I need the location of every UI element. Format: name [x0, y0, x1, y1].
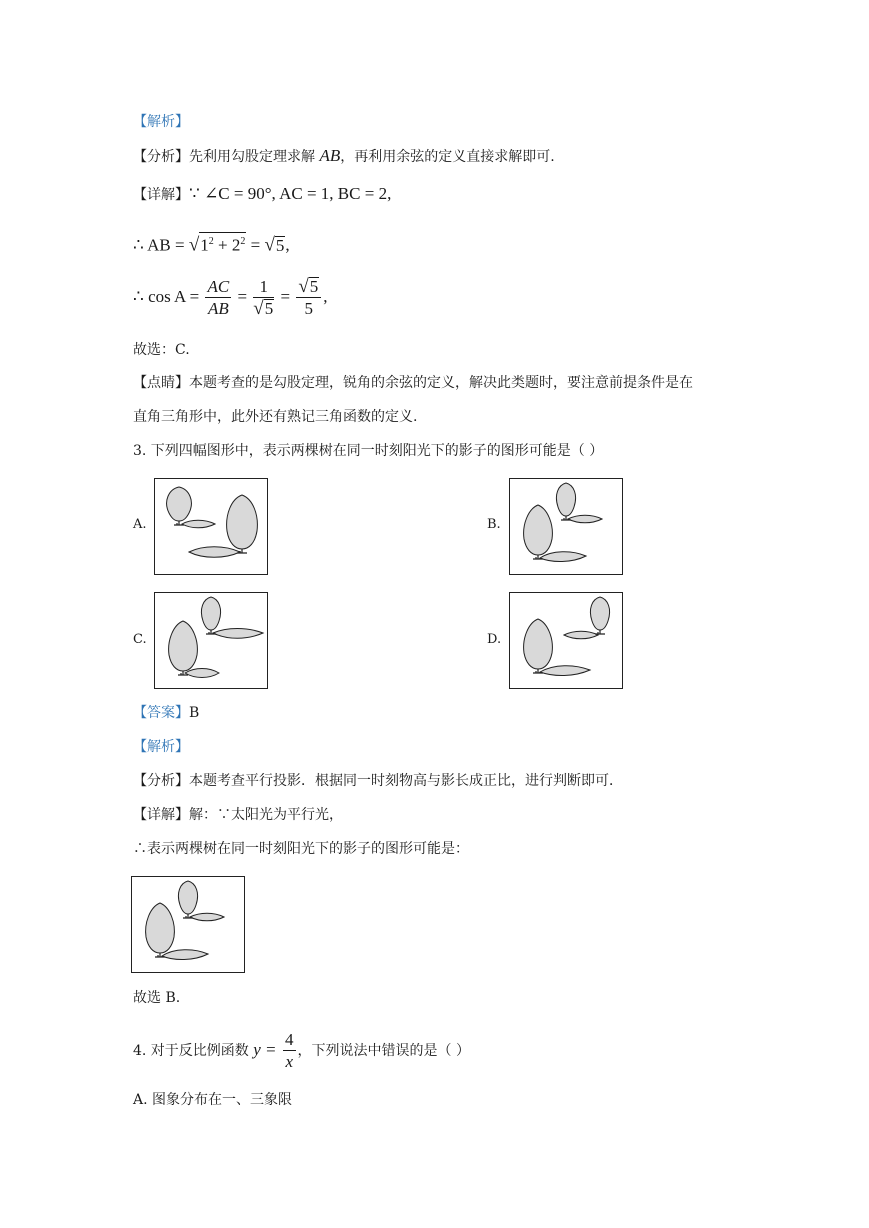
comment-line-2: 直角三角形中，此外还有熟记三角函数的定义.	[133, 409, 418, 425]
given-conditions: ∵ ∠C = 90°, AC = 1, BC = 2,	[189, 184, 392, 203]
cos-frac-3: $\frac{√5}{5}$	[296, 277, 321, 320]
answer-figure	[131, 876, 245, 973]
option-c-label: C.	[133, 632, 147, 647]
detail-line	[133, 184, 391, 205]
option-c-figure	[154, 592, 268, 689]
q4-option-a: A. 图象分布在一、三象限	[133, 1092, 293, 1108]
trees-figure-c	[155, 593, 267, 688]
q3-conclusion: ∴表示两棵树在同一时刻阳光下的影子的图形可能是：	[133, 841, 469, 857]
q3-choice: 故选 B.	[133, 990, 181, 1006]
cos-comma: ,	[323, 287, 328, 306]
q4-stem	[133, 1028, 470, 1073]
q3-analysis-text: 本题考查平行投影．根据同一时刻物高与影长成正比，进行判断即可．	[189, 773, 623, 789]
analysis-line	[133, 146, 555, 167]
analysis-tag: 【分析】	[133, 149, 189, 165]
q3-answer-line	[133, 703, 199, 723]
cos-frac-2: $\frac{1}{√5}$	[253, 276, 274, 319]
trees-figure-a	[155, 479, 267, 574]
comment-line-1	[133, 373, 693, 393]
comment-text-1: 本题考查的是勾股定理，锐角的余弦的定义，解决此类题时，要注意前提条件是在	[189, 375, 693, 391]
q3-detail-text: 解：∵太阳光为平行光，	[189, 807, 343, 823]
ab-comma: ,	[285, 235, 290, 255]
ab-radicand	[199, 232, 246, 255]
cos-lhs: ∴ cos A =	[133, 287, 200, 306]
ab-equation	[133, 232, 290, 256]
q3-analysis-heading: 【解析】	[133, 739, 189, 755]
option-b-figure	[509, 478, 623, 575]
q3-detail-line	[133, 805, 343, 825]
answer-tag: 【答案】	[133, 705, 189, 721]
ab-term1: 1	[200, 235, 209, 255]
cos-eq-2: =	[280, 287, 291, 306]
detail-tag: 【详解】	[133, 187, 189, 203]
q3-stem: 3. 下列四幅图形中，表示两棵树在同一时刻阳光下的影子的图形可能是（ ）	[133, 443, 604, 459]
option-a-figure	[154, 478, 268, 575]
q3-detail-tag: 【详解】	[133, 807, 189, 823]
analysis-text-2: ，再利用余弦的定义直接求解即可.	[340, 149, 555, 165]
ab-exp1: 2	[208, 236, 214, 247]
trees-figure-b	[510, 479, 622, 574]
cos-equation	[133, 275, 328, 320]
radical-sign: √	[264, 234, 275, 256]
analysis-text: 先利用勾股定理求解	[189, 149, 315, 165]
answer-value: B	[189, 705, 200, 721]
choice-c: 故选：C.	[133, 342, 190, 358]
option-d-figure	[509, 592, 623, 689]
ab-result: 5	[275, 235, 285, 255]
q4-func-lhs: y =	[253, 1040, 277, 1059]
q3-analysis-line	[133, 771, 623, 791]
comment-tag: 【点睛】	[133, 375, 189, 391]
cos-frac-1: $\frac{AC}{AB}$	[207, 276, 230, 318]
option-d-label: D.	[487, 632, 502, 647]
q4-stem-a: 4. 对于反比例函数	[133, 1043, 249, 1059]
q3-analysis-tag: 【分析】	[133, 773, 189, 789]
analysis-heading: 【解析】	[133, 114, 189, 130]
ab-term2: + 2	[218, 235, 241, 255]
ab-equals: =	[250, 235, 261, 255]
ab-lhs: ∴ AB =	[133, 235, 185, 255]
trees-figure-d	[510, 593, 622, 688]
analysis-var: AB	[319, 146, 341, 165]
cos-eq-1: =	[237, 287, 248, 306]
option-b-label: B.	[487, 517, 501, 532]
radical-sign: √	[188, 234, 200, 256]
trees-figure-answer	[132, 877, 244, 972]
q4-stem-b: ，下列说法中错误的是（ ）	[297, 1043, 470, 1059]
option-a-label: A.	[133, 517, 147, 532]
ab-exp2: 2	[240, 236, 246, 247]
q4-func-frac: $\frac{4}{x}$	[285, 1029, 294, 1071]
